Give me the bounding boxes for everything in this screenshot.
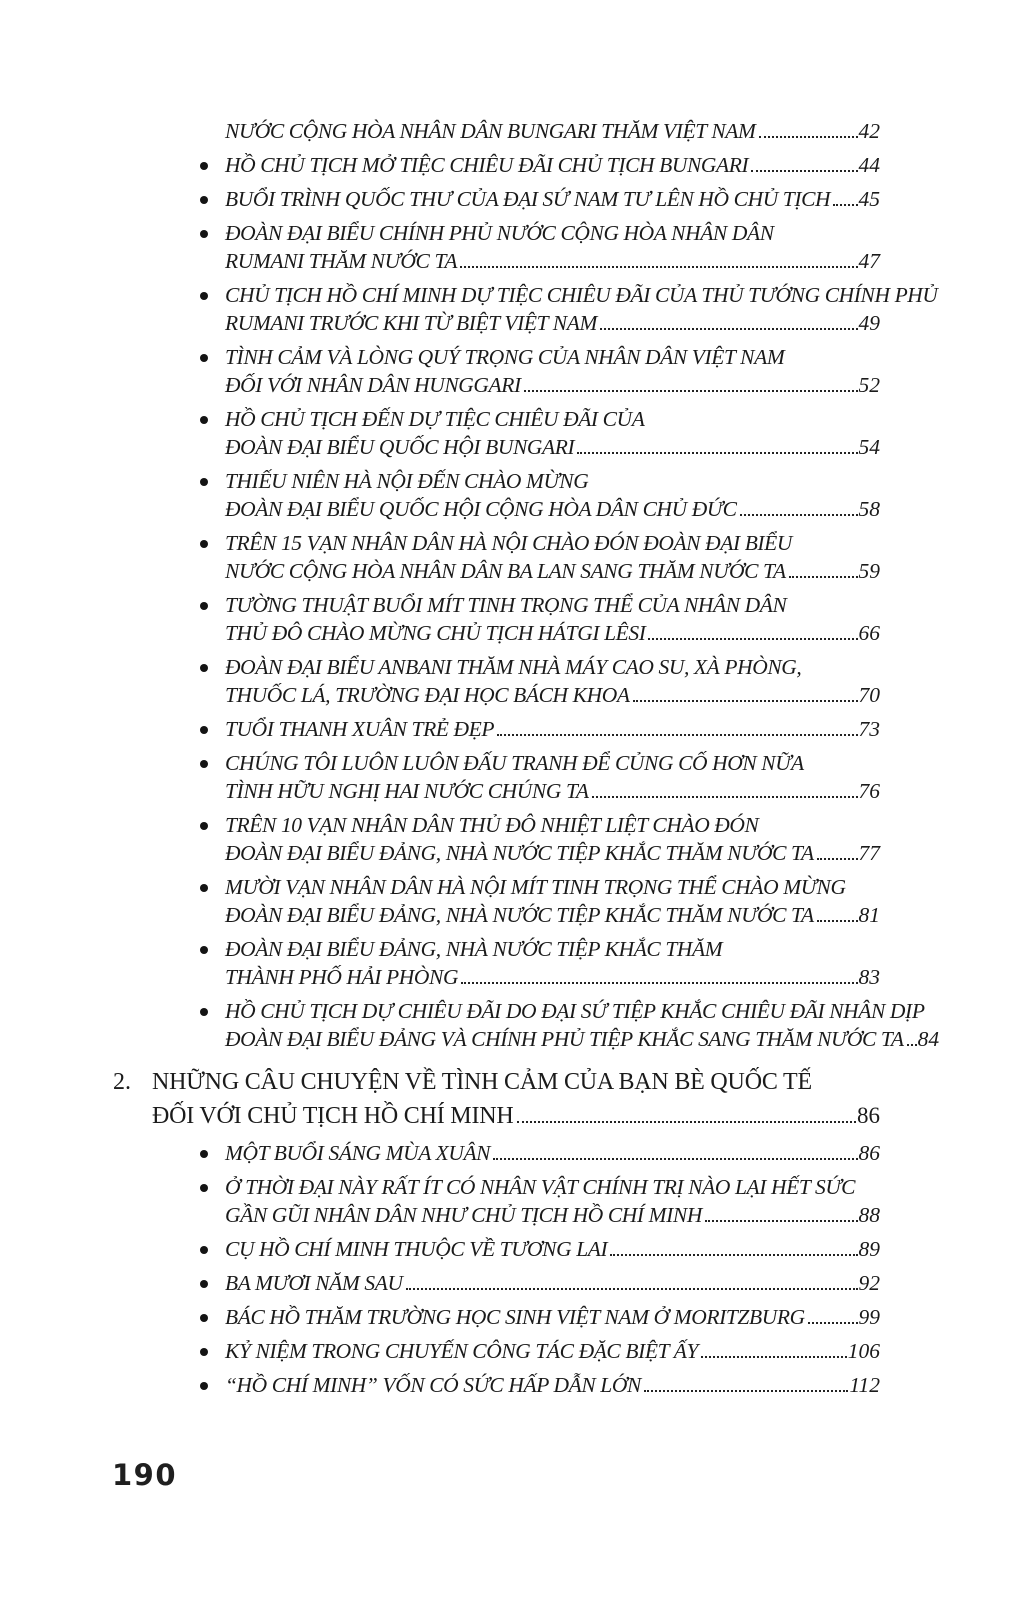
toc-entry	[113, 467, 880, 523]
toc-page-number: 76	[858, 779, 880, 803]
bullet-icon	[200, 1008, 208, 1016]
toc-page-number: 84	[917, 1027, 940, 1051]
toc-entry-text: CHỦ TỊCH HỒ CHÍ MINH DỰ TIỆC CHIÊU ĐÃI CỦA THỦ TƯỚNG CHÍNH PHỦ	[225, 283, 938, 307]
toc-entry-line	[225, 1269, 880, 1297]
toc-entry-text: ĐOÀN ĐẠI BIỂU ĐẢNG VÀ CHÍNH PHỦ TIỆP KHẮC SANG THĂM NƯỚC TA	[225, 1027, 904, 1051]
toc-entry-text: “HỒ CHÍ MINH” VỐN CÓ SỨC HẤP DẪN LỚN	[225, 1373, 641, 1397]
bullet-icon	[200, 884, 208, 892]
toc-entry	[113, 591, 880, 647]
toc-entry-text: ĐOÀN ĐẠI BIỂU ĐẢNG, NHÀ NƯỚC TIỆP KHẮC THĂM	[225, 937, 723, 961]
toc-entry	[113, 117, 880, 145]
toc-entry	[113, 653, 880, 709]
toc-entry-text: ĐOÀN ĐẠI BIỂU ANBANI THĂM NHÀ MÁY CAO SU, XÀ PHÒNG,	[225, 655, 802, 679]
toc-entry-text: CHÚNG TÔI LUÔN LUÔN ĐẤU TRANH ĐỂ CỦNG CỐ HƠN NỮA	[225, 751, 804, 775]
toc-entry-line	[225, 1303, 880, 1331]
toc-entry-line	[225, 681, 880, 709]
toc-entry-text: NƯỚC CỘNG HÒA NHÂN DÂN BA LAN SANG THĂM NƯỚC TA	[225, 559, 786, 583]
bullet-icon	[200, 292, 208, 300]
toc-entry-line	[225, 151, 880, 179]
bullet-icon	[200, 822, 208, 830]
toc-section-header	[113, 1066, 880, 1132]
toc-entry-line	[225, 997, 925, 1025]
toc-entry-text: ĐỐI VỚI NHÂN DÂN HUNGGARI	[225, 373, 521, 397]
toc-entry-line	[225, 777, 880, 805]
toc-leader-dots	[461, 982, 857, 984]
toc-entry-line	[225, 219, 880, 247]
toc-entry-line	[225, 749, 880, 777]
toc-entry-line	[225, 839, 880, 867]
toc-leader-dots	[497, 734, 857, 736]
toc-entry-line	[225, 247, 880, 275]
toc-entry-line	[225, 405, 880, 433]
toc-entry-line	[225, 901, 880, 929]
bullet-icon	[200, 1280, 208, 1288]
toc-leader-dots	[808, 1322, 858, 1324]
toc-page-number: 70	[858, 683, 880, 707]
toc-entry-text: TƯỜNG THUẬT BUỔI MÍT TINH TRỌNG THỂ CỦA NHÂN DÂN	[225, 593, 787, 617]
toc-entry-line	[225, 117, 880, 145]
toc-entry-line	[225, 1371, 880, 1399]
toc-section-title-line	[152, 1066, 880, 1099]
toc-leader-dots	[833, 204, 857, 206]
toc-leader-dots	[789, 576, 858, 578]
toc-entry	[113, 935, 880, 991]
toc-entry-text: MƯỜI VẠN NHÂN DÂN HÀ NỘI MÍT TINH TRỌNG THỂ CHÀO MỪNG	[225, 875, 846, 899]
toc-page-number: 86	[857, 1103, 880, 1128]
toc-entry	[113, 151, 880, 179]
toc-entry-line	[225, 1139, 880, 1167]
toc-entry-line	[225, 873, 880, 901]
toc-entry-text: HỒ CHỦ TỊCH DỰ CHIÊU ĐÃI DO ĐẠI SỨ TIỆP KHẮC CHIÊU ĐÃI NHÂN DỊP	[225, 999, 925, 1023]
toc-page-number: 77	[858, 841, 880, 865]
toc-leader-dots	[907, 1044, 917, 1046]
toc-entry-text: ĐOÀN ĐẠI BIỂU ĐẢNG, NHÀ NƯỚC TIỆP KHẮC THĂM NƯỚC TA	[225, 903, 814, 927]
toc-entry-text: Ở THỜI ĐẠI NÀY RẤT ÍT CÓ NHÂN VẬT CHÍNH TRỊ NÀO LẠI HẾT SỨC	[225, 1175, 856, 1199]
bullet-icon	[200, 1348, 208, 1356]
toc-entry-line	[225, 495, 880, 523]
toc-entry	[113, 997, 940, 1053]
bullet-icon	[200, 946, 208, 954]
toc-entry-text: RUMANI THĂM NƯỚC TA	[225, 249, 458, 273]
toc-entry-line	[225, 1201, 880, 1229]
toc-section-title-text: NHỮNG CÂU CHUYỆN VỀ TÌNH CẢM CỦA BẠN BÈ QUỐC TẾ	[152, 1069, 812, 1095]
toc-entry-line	[225, 467, 880, 495]
bullet-icon	[200, 1184, 208, 1192]
table-of-contents	[113, 117, 940, 1405]
toc-page-number: 66	[858, 621, 880, 645]
toc-page-number: 88	[858, 1203, 880, 1227]
page-number: 190	[112, 1458, 178, 1492]
toc-page-number: 58	[858, 497, 880, 521]
toc-entry-text: ĐOÀN ĐẠI BIỂU CHÍNH PHỦ NƯỚC CỘNG HÒA NHÂN DÂN	[225, 221, 774, 245]
toc-entry-line	[225, 529, 880, 557]
toc-leader-dots	[493, 1158, 857, 1160]
toc-entry-line	[225, 371, 880, 399]
toc-entry	[113, 1269, 880, 1297]
toc-entry	[113, 219, 880, 275]
toc-entry-text: KỶ NIỆM TRONG CHUYẾN CÔNG TÁC ĐẶC BIỆT ẤY	[225, 1339, 698, 1363]
toc-entry-text: BÁC HỒ THĂM TRƯỜNG HỌC SINH VIỆT NAM Ở MORITZBURG	[225, 1305, 805, 1329]
toc-entry	[113, 1173, 880, 1229]
toc-leader-dots	[648, 638, 857, 640]
toc-entry-text: THỦ ĐÔ CHÀO MỪNG CHỦ TỊCH HÁTGI LÊSI	[225, 621, 646, 645]
toc-entry	[113, 1235, 880, 1263]
toc-entry-line	[225, 619, 880, 647]
toc-entry-text: NƯỚC CỘNG HÒA NHÂN DÂN BUNGARI THĂM VIỆT NAM	[225, 119, 756, 143]
toc-entry-text: HỒ CHỦ TỊCH ĐẾN DỰ TIỆC CHIÊU ĐÃI CỦA	[225, 407, 645, 431]
toc-entry	[113, 405, 880, 461]
toc-page-number: 47	[858, 249, 880, 273]
toc-page-number: 42	[858, 119, 880, 143]
toc-entry-line	[225, 1337, 880, 1365]
toc-entry-text: HỒ CHỦ TỊCH MỞ TIỆC CHIÊU ĐÃI CHỦ TỊCH BUNGARI	[225, 153, 749, 177]
bullet-icon	[200, 540, 208, 548]
toc-entry	[113, 715, 880, 743]
bullet-icon	[200, 664, 208, 672]
toc-entry-text: CỤ HỒ CHÍ MINH THUỘC VỀ TƯƠNG LAI	[225, 1237, 608, 1261]
toc-leader-dots	[406, 1288, 858, 1290]
toc-leader-dots	[524, 390, 858, 392]
toc-entry-line	[225, 811, 880, 839]
toc-entry-text: MỘT BUỔI SÁNG MÙA XUÂN	[225, 1141, 491, 1165]
toc-entry-line	[225, 343, 880, 371]
toc-entry-line	[225, 591, 880, 619]
toc-entry-line	[225, 1025, 940, 1053]
toc-leader-dots	[592, 796, 858, 798]
bullet-icon	[200, 1382, 208, 1390]
toc-section-number: 2.	[113, 1069, 131, 1095]
toc-entry	[113, 811, 880, 867]
toc-leader-dots	[610, 1254, 857, 1256]
toc-page-number: 54	[858, 435, 880, 459]
toc-entry-line	[225, 557, 880, 585]
toc-entry-text: THIẾU NIÊN HÀ NỘI ĐẾN CHÀO MỪNG	[225, 469, 589, 493]
toc-leader-dots	[644, 1390, 848, 1392]
bullet-icon	[200, 478, 208, 486]
bullet-icon	[200, 416, 208, 424]
toc-section-title-text: ĐỐI VỚI CHỦ TỊCH HỒ CHÍ MINH	[152, 1103, 514, 1129]
toc-leader-dots	[633, 700, 858, 702]
toc-entry-text: BUỔI TRÌNH QUỐC THƯ CỦA ĐẠI SỨ NAM TƯ LÊN HỒ CHỦ TỊCH	[225, 187, 831, 211]
toc-entry-text: GẦN GŨI NHÂN DÂN NHƯ CHỦ TỊCH HỒ CHÍ MINH	[225, 1203, 702, 1227]
toc-entry-text: TUỔI THANH XUÂN TRẺ ĐẸP	[225, 717, 495, 741]
toc-entry-line	[225, 185, 880, 213]
bullet-icon	[200, 196, 208, 204]
toc-entry	[113, 749, 880, 805]
toc-entry-line	[225, 433, 880, 461]
toc-entry	[113, 1139, 880, 1167]
toc-page-number: 106	[847, 1339, 880, 1363]
toc-page-number: 59	[858, 559, 880, 583]
toc-entry	[113, 185, 880, 213]
toc-entry-text: TRÊN 15 VẠN NHÂN DÂN HÀ NỘI CHÀO ĐÓN ĐOÀN ĐẠI BIỂU	[225, 531, 793, 555]
toc-entry-line	[225, 963, 880, 991]
toc-entry	[113, 873, 880, 929]
toc-entry-text: ĐOÀN ĐẠI BIỂU ĐẢNG, NHÀ NƯỚC TIỆP KHẮC THĂM NƯỚC TA	[225, 841, 814, 865]
toc-entry	[113, 281, 938, 337]
toc-page-number: 52	[858, 373, 880, 397]
toc-leader-dots	[705, 1220, 858, 1222]
toc-leader-dots	[701, 1356, 847, 1358]
bullet-icon	[200, 230, 208, 238]
toc-entry-text: ĐOÀN ĐẠI BIỂU QUỐC HỘI BUNGARI	[225, 435, 575, 459]
toc-leader-dots	[759, 136, 858, 138]
toc-page-number: 83	[858, 965, 880, 989]
toc-entry-line	[225, 309, 880, 337]
toc-section-title	[152, 1066, 880, 1132]
toc-entry	[113, 1303, 880, 1331]
toc-entry-line	[225, 935, 880, 963]
toc-page-number: 49	[858, 311, 880, 335]
toc-entry	[113, 529, 880, 585]
bullet-icon	[200, 726, 208, 734]
toc-entry	[113, 343, 880, 399]
toc-page-number: 73	[858, 717, 880, 741]
toc-entry-line	[225, 281, 938, 309]
toc-leader-dots	[460, 266, 857, 268]
toc-entry-text: RUMANI TRƯỚC KHI TỪ BIỆT VIỆT NAM	[225, 311, 597, 335]
toc-entry-text: BA MƯƠI NĂM SAU	[225, 1271, 403, 1295]
toc-entry	[113, 1371, 880, 1399]
toc-section-title-line	[152, 1099, 880, 1132]
toc-leader-dots	[751, 170, 857, 172]
toc-page-number: 45	[858, 187, 880, 211]
toc-leader-dots	[740, 514, 858, 516]
bullet-icon	[200, 1246, 208, 1254]
bullet-icon	[200, 602, 208, 610]
toc-entry-text: THÀNH PHỐ HẢI PHÒNG	[225, 965, 459, 989]
toc-page-number: 86	[858, 1141, 880, 1165]
toc-entry-line	[225, 715, 880, 743]
toc-leader-dots	[817, 920, 858, 922]
toc-entry-line	[225, 1173, 880, 1201]
toc-page-number: 89	[858, 1237, 880, 1261]
toc-leader-dots	[817, 858, 858, 860]
toc-page-number: 112	[849, 1373, 880, 1397]
bullet-icon	[200, 354, 208, 362]
bullet-icon	[200, 162, 208, 170]
bullet-icon	[200, 1150, 208, 1158]
toc-entry-line	[225, 1235, 880, 1263]
toc-entry-text: THUỐC LÁ, TRƯỜNG ĐẠI HỌC BÁCH KHOA	[225, 683, 630, 707]
toc-entry	[113, 1337, 880, 1365]
toc-entry-text: TÌNH HỮU NGHỊ HAI NƯỚC CHÚNG TA	[225, 779, 589, 803]
bullet-icon	[200, 760, 208, 768]
toc-entry-line	[225, 653, 880, 681]
toc-page-number: 81	[858, 903, 880, 927]
toc-page-number: 99	[858, 1305, 880, 1329]
toc-entry-text: TRÊN 10 VẠN NHÂN DÂN THỦ ĐÔ NHIỆT LIỆT CHÀO ĐÓN	[225, 813, 759, 837]
toc-leader-dots	[517, 1121, 856, 1123]
toc-page-number: 92	[858, 1271, 880, 1295]
toc-page-number: 44	[858, 153, 880, 177]
bullet-icon	[200, 1314, 208, 1322]
toc-entry-text: ĐOÀN ĐẠI BIỂU QUỐC HỘI CỘNG HÒA DÂN CHỦ ĐỨC	[225, 497, 737, 521]
toc-leader-dots	[600, 328, 858, 330]
toc-entry-text: TÌNH CẢM VÀ LÒNG QUÝ TRỌNG CỦA NHÂN DÂN VIỆT NAM	[225, 345, 785, 369]
toc-leader-dots	[577, 452, 857, 454]
